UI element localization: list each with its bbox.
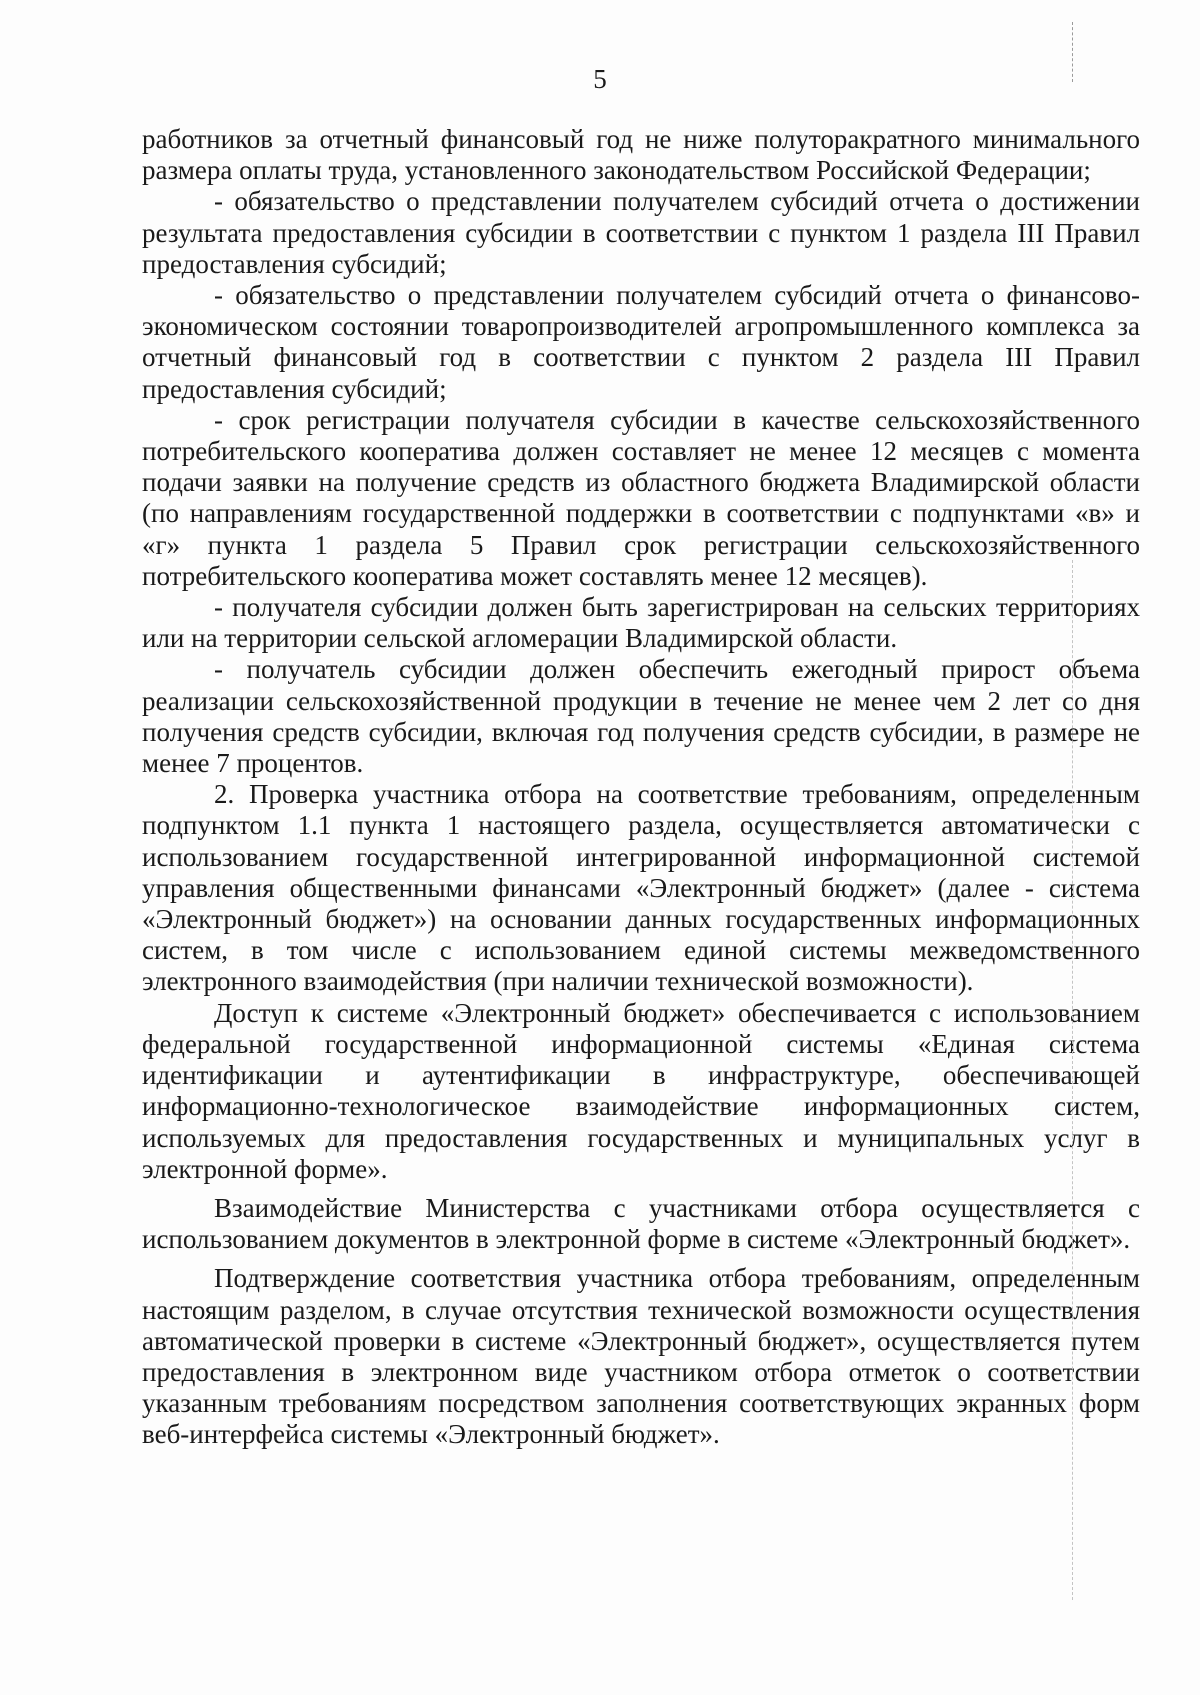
- paragraph-automatic-check: 2. Проверка участника отбора на соответствие требованиям, определенным подпунктом 1.1 пункта 1 настоящего раздела, осуществляется автоматически с использованием государственной интегрированной информационной системой управления общественными финансами «Электронный бюджет» (далее - система «Электронный бюджет») на основании данных государственных информационных систем, в том числе с использованием единой системы межведомственного электронного взаимодействия (при наличии технической возможности).: [142, 779, 1140, 997]
- paragraph-registration-term: - срок регистрации получателя субсидии в качестве сельскохозяйственного потребительского кооператива должен составляет не менее 12 месяцев с момента подачи заявки на получение средств из областного бюджета Владимирской области (по направлениям государственной поддержки в соответствии с подпунктами «в» и «г» пункта 1 раздела 5 Правил срок регистрации сельскохозяйственного потребительского кооператива может составлять менее 12 месяцев).: [142, 404, 1140, 591]
- scan-artifact-line: [1072, 22, 1073, 82]
- paragraph-continuation: работников за отчетный финансовый год не ниже полуторакратного минимального размера оплаты труда, установленного законодательством Российской Федерации;: [142, 124, 1140, 186]
- paragraph-financial-report-obligation: - обязательство о представлении получателем субсидий отчета о финансово-экономическом состоянии товаропроизводителей агропромышленного комплекса за отчетный финансовый год в соответствии с пунктом 2 раздела III Правил предоставления субсидий;: [142, 280, 1140, 404]
- document-body: [142, 124, 1140, 1451]
- scan-artifact-line-lower: [1072, 560, 1073, 1600]
- paragraph-ministry-interaction: Взаимодействие Министерства с участниками отбора осуществляется с использованием документов в электронной форме в системе «Электронный бюджет».: [142, 1192, 1140, 1255]
- paragraph-report-obligation: - обязательство о представлении получателем субсидий отчета о достижении результата предоставления субсидии в соответствии с пунктом 1 раздела III Правил предоставления субсидий;: [142, 186, 1140, 279]
- paragraph-rural-registration: - получателя субсидии должен быть зарегистрирован на сельских территориях или на территории сельской агломерации Владимирской области.: [142, 592, 1140, 654]
- paragraph-annual-growth: - получатель субсидии должен обеспечить ежегодный прирост объема реализации сельскохозяйственной продукции в течение не менее чем 2 лет со дня получения средств субсидии, включая год получения средств субсидии, в размере не менее 7 процентов.: [142, 654, 1140, 779]
- page-number: 5: [593, 64, 607, 94]
- paragraph-manual-confirmation: Подтверждение соответствия участника отбора требованиям, определенным настоящим разделом, в случае отсутствия технической возможности осуществления автоматической проверки в системе «Электронный бюджет», осуществляется путем предоставления в электронном виде участником отбора отметок о соответствии указанным требованиям посредством заполнения соответствующих экранных форм веб-интерфейса системы «Электронный бюджет».: [142, 1263, 1140, 1450]
- paragraph-system-access: Доступ к системе «Электронный бюджет» обеспечивается с использованием федеральной государственной информационной системы «Единая система идентификации и аутентификации в инфраструктуре, обеспечивающей информационно-технологическое взаимодействие информационных систем, используемых для предоставления государственных и муниципальных услуг в электронной форме».: [142, 997, 1140, 1184]
